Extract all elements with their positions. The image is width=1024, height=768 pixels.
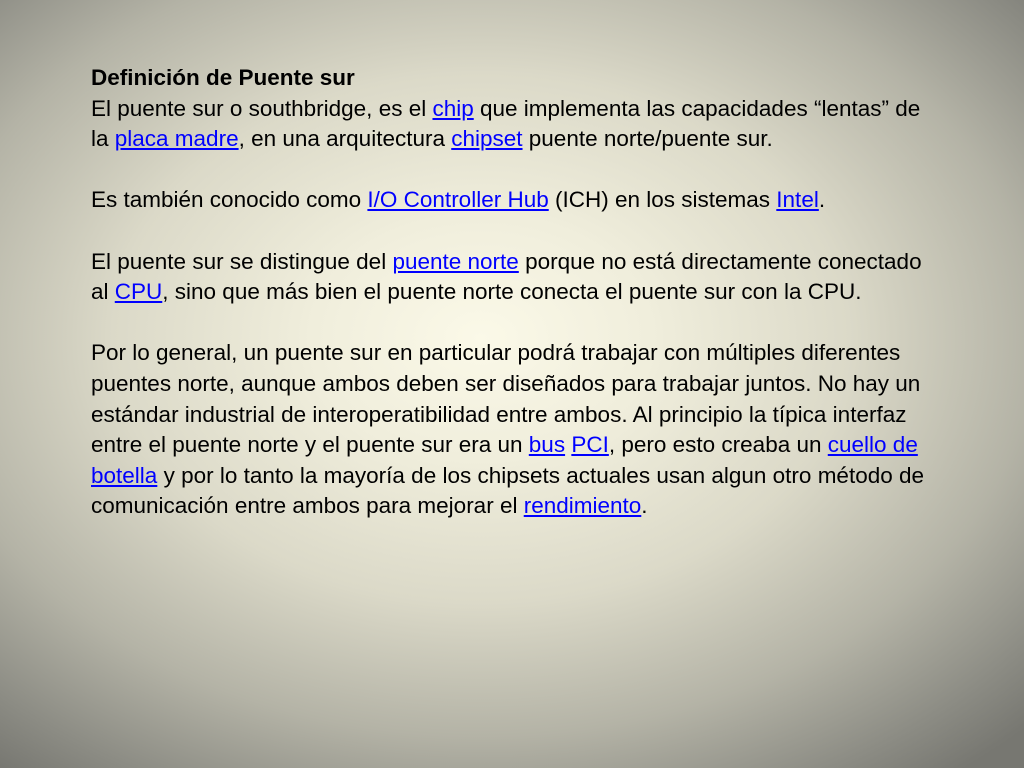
text-fragment: , en una arquitectura [238, 126, 452, 152]
text-fragment: El puente sur se distingue del [91, 248, 393, 274]
slide-content [91, 63, 931, 522]
text-fragment: porque no está directamente conectado al [91, 248, 922, 305]
text-fragment: puente norte/puente sur. [522, 126, 773, 152]
link-rendimiento[interactable]: rendimiento [523, 493, 642, 519]
text-fragment: , pero esto creaba un [608, 432, 828, 458]
link-chip[interactable]: chip [432, 95, 474, 121]
link-bus[interactable]: bus [528, 432, 566, 458]
link-io-controller-hub[interactable]: I/O Controller Hub [367, 187, 549, 213]
text-fragment: . [641, 493, 648, 519]
text-fragment: que implementa las capacidades “lentas” de la [91, 95, 921, 152]
text-fragment: Es también conocido como [91, 187, 368, 213]
paragraph-compatibility [91, 338, 931, 522]
text-fragment: , sino que más bien el puente norte conecta el puente sur con la CPU. [162, 279, 862, 305]
paragraph-ich [91, 185, 931, 216]
link-cuello-de-botella[interactable]: cuello de botella [91, 432, 918, 488]
link-intel[interactable]: Intel [776, 187, 819, 213]
link-puente-norte[interactable]: puente norte [392, 248, 519, 274]
text-fragment: Por lo general, un puente sur en particular podrá trabajar con múltiples diferentes puentes norte, aunque ambos deben ser diseñados para trabajar juntos. No hay un estándar industrial de interoperatibilidad entre ambos. Al principio la típica interfaz entre el puente norte y el puente sur era un [91, 340, 921, 458]
link-chipset[interactable]: chipset [451, 126, 523, 152]
slide-title: Definición de Puente sur [91, 65, 355, 90]
paragraph-distinction [91, 247, 931, 308]
text-fragment: . [818, 187, 826, 213]
link-placa-madre[interactable]: placa madre [114, 126, 239, 152]
link-pci[interactable]: PCI [571, 432, 609, 458]
paragraph-definition [91, 94, 931, 155]
text-fragment: (ICH) en los sistemas [548, 187, 777, 213]
link-cpu[interactable]: CPU [114, 279, 163, 305]
text-fragment: y por lo tanto la mayoría de los chipsets actuales usan algun otro método de comunicación entre ambos para mejorar el [91, 462, 925, 519]
text-fragment: El puente sur o southbridge, es el [91, 95, 433, 121]
